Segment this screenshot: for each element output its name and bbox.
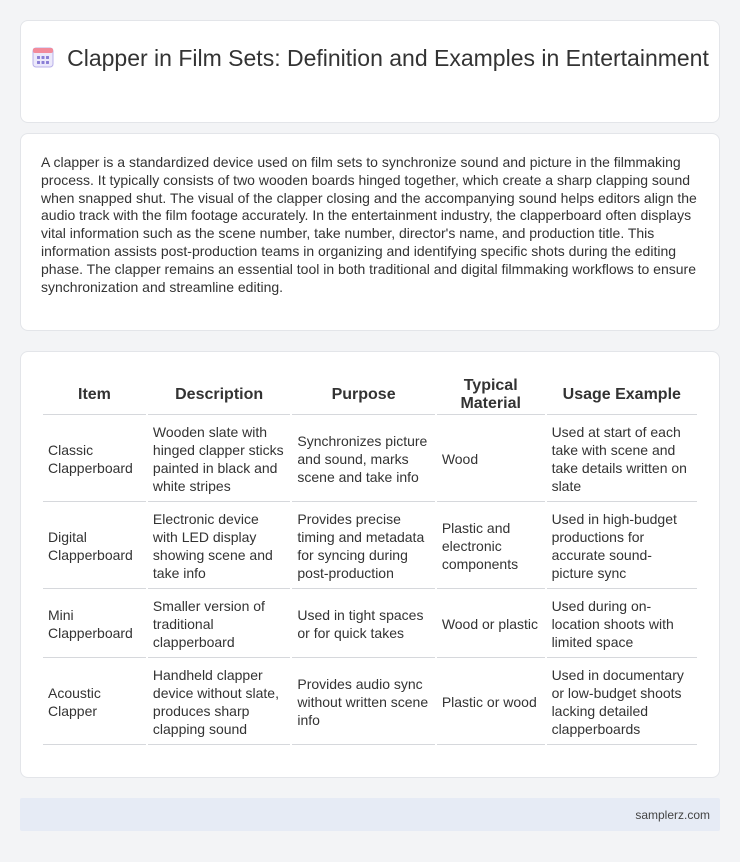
cell-purpose: Synchronizes picture and sound, marks scene and take info [292,417,434,502]
cell-purpose: Provides precise timing and metadata for syncing during post-production [292,504,434,589]
header-purpose: Purpose [292,376,434,415]
page-title: Clapper in Film Sets: Definition and Examples in Entertainment [67,45,709,71]
header-typical-material: Typical Material [437,376,545,415]
cell-item: Acoustic Clapper [43,660,146,745]
cell-purpose: Provides audio sync without written scene info [292,660,434,745]
calendar-icon [31,45,55,69]
cell-material: Plastic and electronic components [437,504,545,589]
cell-description: Wooden slate with hinged clapper sticks painted in black and white stripes [148,417,290,502]
table-header-row [43,376,697,415]
cell-description: Smaller version of traditional clapperboard [148,591,290,658]
table-row [43,660,697,745]
cell-item: Mini Clapperboard [43,591,146,658]
intro-paragraph: A clapper is a standardized device used on film sets to synchronize sound and picture in the filmmaking process. It typically consists of two wooden boards hinged together, which create a sharp clapping sound when snapped shut. The visual of the clapper closing and the accompanying sound helps editors align the audio track with the film footage accurately. In the entertainment industry, the clapperboard often displays vital information such as the scene number, take number, director's name, and production title. This information assists post-production teams in organizing and identifying specific shots during the editing phase. The clapper remains an essential tool in both traditional and digital filmmaking workflows to ensure synchronization and streamline editing. [41,154,697,295]
cell-description: Electronic device with LED display showing scene and take info [148,504,290,589]
cell-description: Handheld clapper device without slate, produces sharp clapping sound [148,660,290,745]
clapper-table [41,374,699,747]
page-title-wrap [21,44,719,73]
footer-bar [20,798,720,831]
cell-material: Plastic or wood [437,660,545,745]
header-usage-example: Usage Example [547,376,697,415]
cell-usage: Used in high-budget productions for accurate sound-picture sync [547,504,697,589]
table-card [20,351,720,778]
cell-purpose: Used in tight spaces or for quick takes [292,591,434,658]
header-description: Description [148,376,290,415]
cell-material: Wood [437,417,545,502]
table-row [43,504,697,589]
cell-usage: Used during on-location shoots with limited space [547,591,697,658]
table-row [43,591,697,658]
header-item: Item [43,376,146,415]
cell-material: Wood or plastic [437,591,545,658]
cell-item: Digital Clapperboard [43,504,146,589]
cell-usage: Used in documentary or low-budget shoots lacking detailed clapperboards [547,660,697,745]
table-row [43,417,697,502]
title-card [20,20,720,123]
footer-site-link[interactable]: samplerz.com [635,808,710,822]
cell-item: Classic Clapperboard [43,417,146,502]
intro-card [20,133,720,331]
cell-usage: Used at start of each take with scene and take details written on slate [547,417,697,502]
